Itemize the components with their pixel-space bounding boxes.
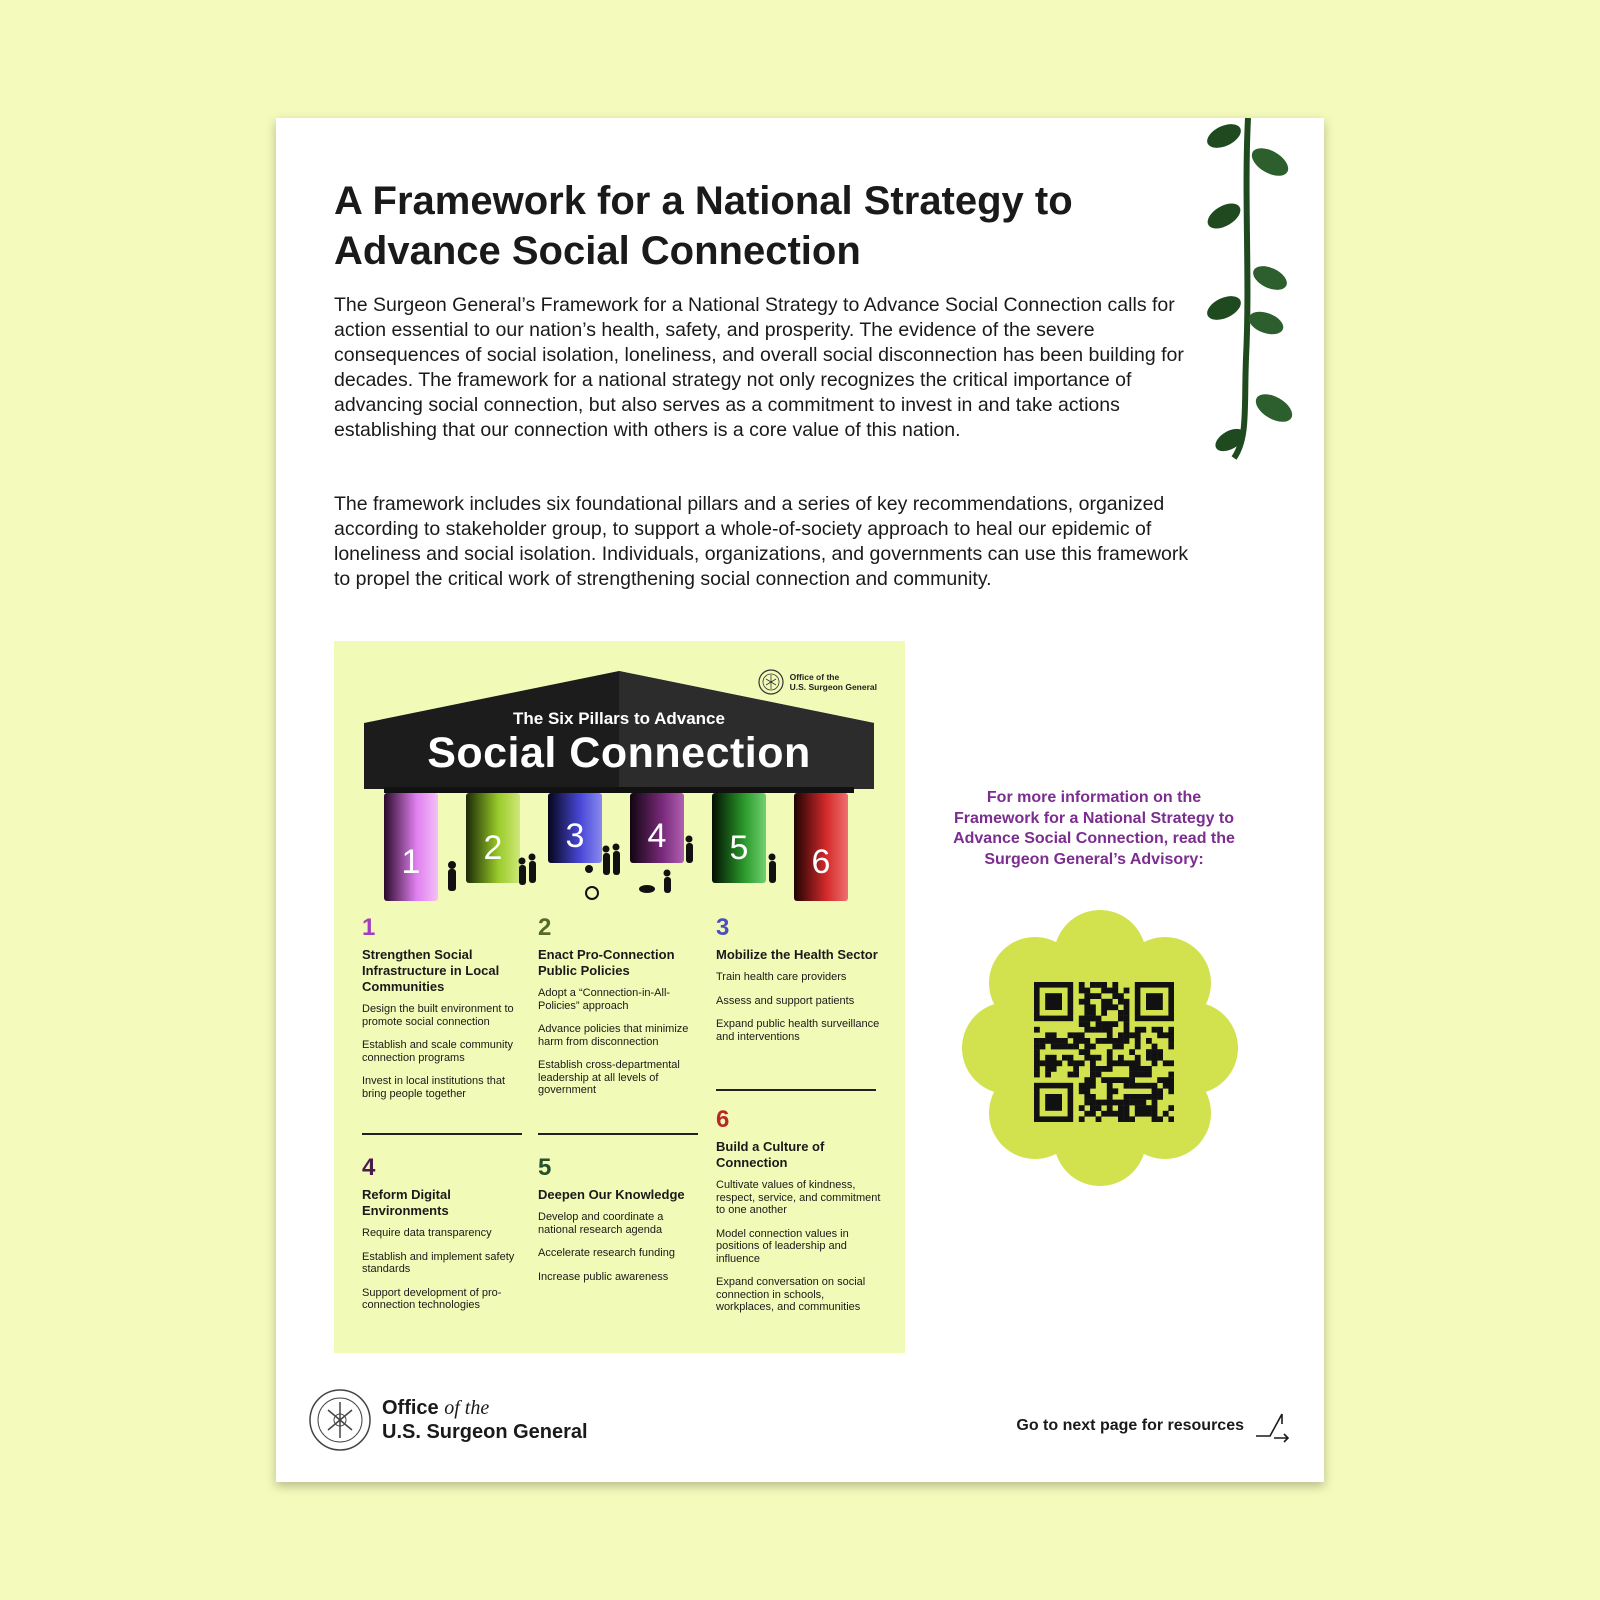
column-number-6: 6 xyxy=(811,843,831,881)
next-page-link[interactable] xyxy=(1016,1406,1292,1446)
pillar-item: Cultivate values of kindness, respect, service, and commitment to one another xyxy=(716,1179,881,1216)
column-number-5: 5 xyxy=(729,829,749,867)
pillar-number: 2 xyxy=(538,914,552,941)
pillar-item: Develop and coordinate a national research agenda xyxy=(538,1211,664,1236)
pillar-number: 6 xyxy=(716,1106,730,1133)
framework-paragraph: The framework includes six foundational pillars and a series of key recommendations, organized according to stakeholder group, to support a whole-of-society approach to heal our epidemic of loneliness and social isolation. Individuals, organizations, and governments can use this framework to propel the critical work of strengthening social connection and community. xyxy=(334,493,1189,590)
pillar-item: Require data transparency xyxy=(362,1227,492,1239)
pillar-item: Accelerate research funding xyxy=(538,1247,675,1259)
column-number-4: 4 xyxy=(647,817,667,855)
temple-illustration xyxy=(364,671,874,911)
pillar-item: Invest in local institutions that bring people together xyxy=(362,1075,506,1100)
pillar-item: Support development of pro-connection technologies xyxy=(362,1286,502,1311)
pillar-item: Expand conversation on social connection in schools, workplaces, and communities xyxy=(716,1276,866,1313)
pillar-1 xyxy=(362,915,527,1111)
pillar-item: Establish and implement safety standards xyxy=(362,1250,515,1275)
pillar-6 xyxy=(716,1107,881,1325)
pillar-heading: Mobilize the Health Sector xyxy=(716,947,878,962)
pillar-number: 5 xyxy=(538,1154,552,1181)
pillar-3 xyxy=(716,915,881,1054)
qr-code[interactable] xyxy=(1034,982,1174,1122)
divider xyxy=(362,1133,522,1135)
badge-line1: Office of the xyxy=(789,672,840,682)
footer-logo xyxy=(308,1388,588,1452)
pillar-number: 4 xyxy=(362,1154,376,1181)
pillar-heading: Reform Digital Environments xyxy=(362,1187,451,1218)
column-number-2: 2 xyxy=(483,829,503,867)
pillar-heading: Strengthen Social Infrastructure in Local Communities xyxy=(362,947,500,994)
next-page-label: Go to next page for resources xyxy=(1016,1417,1244,1434)
six-pillars-poster xyxy=(334,641,905,1353)
pillar-heading: Enact Pro-Connection Public Policies xyxy=(538,947,675,978)
poster-title: Social Connection xyxy=(427,729,811,777)
pillar-heading: Deepen Our Knowledge xyxy=(538,1187,685,1202)
pillar-item: Assess and support patients xyxy=(716,994,855,1007)
document-page xyxy=(276,118,1324,1482)
poster-subtitle: The Six Pillars to Advance xyxy=(513,709,725,728)
pillar-item: Establish and scale community connection programs xyxy=(362,1039,514,1064)
pillar-item: Advance policies that minimize harm from disconnection xyxy=(538,1023,689,1048)
pillar-item: Model connection values in positions of leadership and influence xyxy=(716,1227,849,1265)
column-number-3: 3 xyxy=(565,817,585,855)
pillar-heading: Build a Culture of Connection xyxy=(716,1139,825,1170)
intro-paragraph: The Surgeon General’s Framework for a National Strategy to Advance Social Connection calls for action essential to our nation’s health, safety, and prosperity. The evidence of the severe consequences of social isolation, loneliness, and overall social disconnection has been building for decades. The framework for a national strategy not only recognizes the critical importance of advancing social connection, but also serves as a commitment to invest in and take actions establishing that our connection with others is a core value of this nation. xyxy=(334,294,1184,441)
pillar-item: Design the built environment to promote social connection xyxy=(362,1003,514,1028)
pillar-item: Expand public health surveillance and interventions xyxy=(716,1018,880,1043)
divider xyxy=(538,1133,698,1135)
divider xyxy=(716,1089,876,1091)
pillar-item: Increase public awareness xyxy=(538,1270,669,1283)
public-health-service-seal-icon xyxy=(308,1388,372,1452)
pillar-item: Adopt a “Connection-in-All-Policies” approach xyxy=(538,987,671,1012)
pillar-number: 3 xyxy=(716,914,730,941)
pillar-5 xyxy=(538,1155,703,1294)
vine-illustration xyxy=(1204,118,1294,468)
pillar-item: Train health care providers xyxy=(716,971,847,983)
pillar-4 xyxy=(362,1155,527,1323)
pillar-2 xyxy=(538,915,703,1108)
arrow-corner-icon xyxy=(1252,1406,1292,1446)
footer-office: Office of the xyxy=(382,1397,490,1419)
pillar-item: Establish cross-departmental leadership at all levels of government xyxy=(538,1059,680,1096)
column-number-1: 1 xyxy=(401,843,421,881)
page-title: A Framework for a National Strategy to Advance Social Connection xyxy=(334,179,1073,273)
pillar-number: 1 xyxy=(362,914,376,941)
footer-surgeon-general: U.S. Surgeon General xyxy=(382,1421,588,1443)
more-info-text: For more information on the Framework for a National Strategy to Advance Social Connection, read the Surgeon General’s Advisory: xyxy=(953,789,1235,868)
badge-line2: U.S. Surgeon General xyxy=(789,682,877,692)
